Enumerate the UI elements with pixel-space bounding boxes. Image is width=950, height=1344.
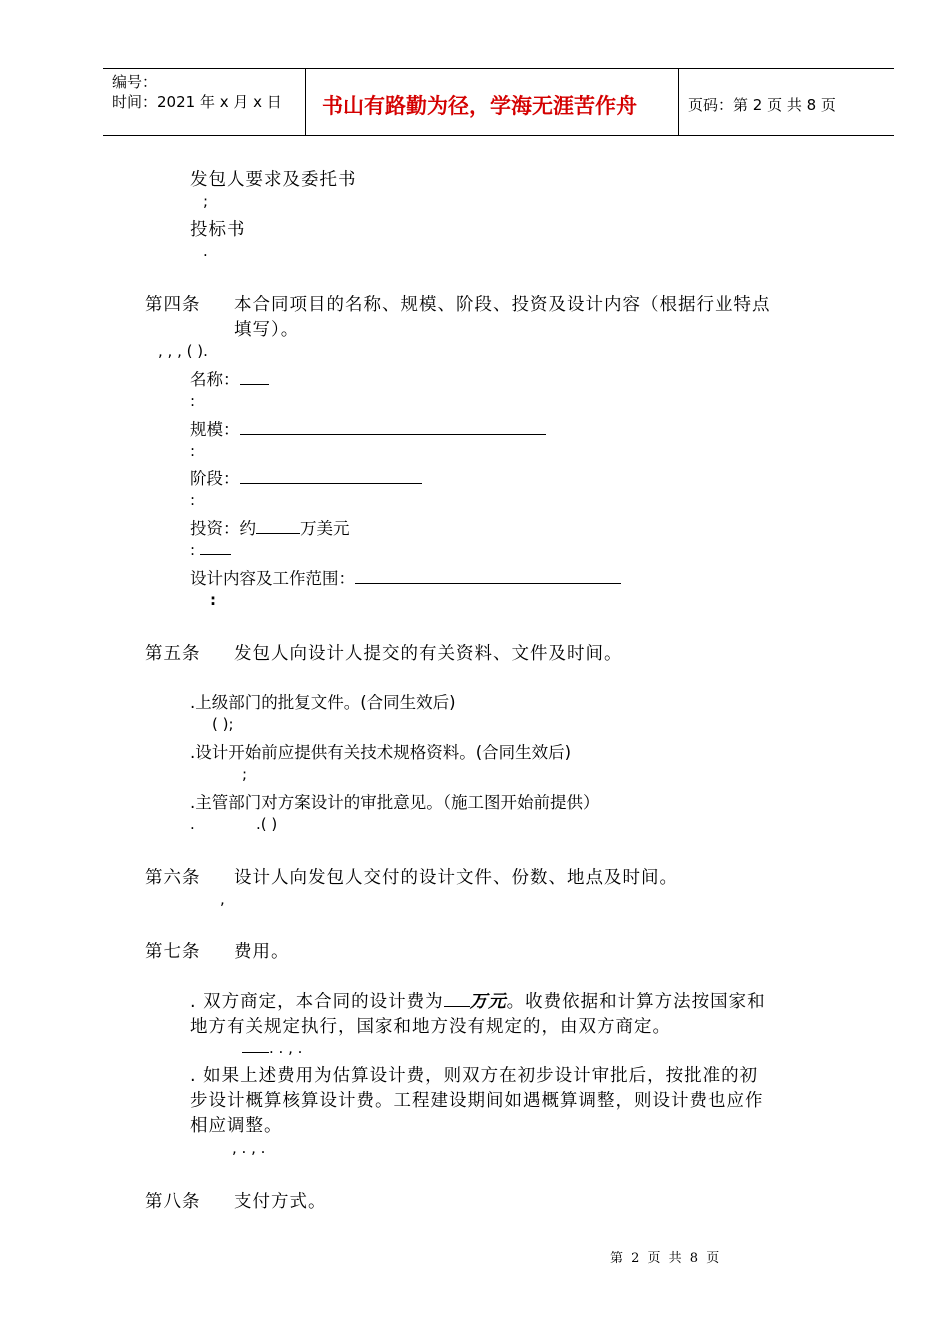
header-motto: 书山有路勤为径，学海无涯苦作舟 (322, 93, 637, 118)
name-field (190, 366, 269, 390)
article-7-para-1-c: 。收费依据和计算方法按国家和 (506, 992, 766, 1012)
article-4-label: 第四条 (145, 295, 201, 315)
scale-label: 规模： (190, 420, 240, 439)
header-bottom-rule (103, 135, 894, 136)
article-7-para-2-line-1: . 如果上述费用为估算设计费，则双方在初步设计审批后，按批准的初 (190, 1066, 759, 1086)
article-7-marks-2: , . , . (232, 1139, 266, 1157)
line-requirements: 发包人要求及委托书 (190, 170, 357, 190)
article-5-item-3-mark-b: .( ) (256, 815, 278, 833)
article-5-item-3-mark-a: . (190, 815, 195, 833)
article-8-label: 第八条 (145, 1192, 201, 1212)
header-number-label: 编号： (112, 73, 158, 91)
article-7-para-2-line-2: 步设计概算核算设计费。工程建设期间如遇概算调整，则设计费也应作 (190, 1091, 764, 1111)
article-5-item-1: .上级部门的批复文件。(合同生效后) (190, 693, 456, 712)
investment-suffix: 万美元 (300, 519, 350, 538)
investment-field (190, 515, 350, 539)
scope-label: 设计内容及工作范围： (190, 569, 355, 588)
header-divider-right (678, 68, 679, 136)
article-7-para-2-line-3: 相应调整。 (190, 1116, 283, 1136)
article-8-text: 支付方式。 (234, 1192, 327, 1212)
article-6-mark: , (220, 890, 225, 908)
article-4-marks: , , , ( ). (158, 342, 208, 360)
header-time-label: 时间：2021 年 x 月 x 日 (112, 93, 282, 111)
colon-3: : (190, 491, 196, 509)
article-7-para-1-line-2: 地方有关规定执行，国家和地方没有规定的，由双方商定。 (190, 1017, 671, 1037)
article-5-item-2: .设计开始前应提供有关技术规格资料。(合同生效后) (190, 743, 572, 762)
line-requirements-mark: ; (203, 192, 209, 210)
scope-field (190, 565, 621, 589)
article-7-marks-1 (242, 1039, 302, 1057)
line-tender: 投标书 (190, 220, 246, 240)
article-5-item-3: .主管部门对方案设计的审批意见。（施工图开始前提供） (190, 793, 600, 812)
name-blank (240, 368, 269, 385)
colon-4 (190, 541, 231, 559)
article-5-item-1-mark: ( ); (212, 715, 234, 733)
stage-blank (240, 467, 422, 484)
investment-prefix: 投资：约 (190, 519, 256, 538)
header-page-code: 页码：第 2 页 共 8 页 (688, 96, 836, 114)
fee-blank (444, 990, 470, 1007)
colon-4-blank (200, 542, 231, 555)
article-6-label: 第六条 (145, 868, 201, 888)
article-4-text: 本合同项目的名称、规模、阶段、投资及设计内容（根据行业特点 (234, 295, 771, 315)
colon-1: : (190, 392, 196, 410)
line-tender-mark: . (203, 242, 208, 260)
colon-5: : (210, 591, 216, 609)
header-divider-left (305, 68, 306, 136)
article-7-label: 第七条 (145, 942, 201, 962)
scale-blank (240, 418, 546, 435)
investment-blank (256, 517, 300, 534)
colon-4-text: : (190, 541, 196, 559)
article-5-text: 发包人向设计人提交的有关资料、文件及时间。 (234, 644, 623, 664)
stage-field (190, 465, 422, 489)
name-label: 名称： (190, 370, 240, 389)
article-6-text: 设计人向发包人交付的设计文件、份数、地点及时间。 (234, 868, 678, 888)
scale-field (190, 416, 546, 440)
article-4-text-cont: 填写）。 (234, 320, 300, 340)
footer-page-number: 第 2 页 共 8 页 (610, 1251, 722, 1266)
article-7-para-1-a: . 双方商定，本合同的设计费为 (190, 992, 444, 1012)
article-5-item-2-mark: ; (242, 765, 248, 783)
article-7-text: 费用。 (234, 942, 290, 962)
colon-2: : (190, 442, 196, 460)
article-7-marks-1-blank (242, 1040, 269, 1053)
stage-label: 阶段： (190, 469, 240, 488)
article-5-label: 第五条 (145, 644, 201, 664)
article-7-para-1 (190, 988, 766, 1013)
header-top-rule (103, 68, 894, 69)
scope-blank (355, 567, 621, 584)
article-7-marks-1-text: . . , . (269, 1039, 303, 1057)
article-7-para-1-unit: 万元 (469, 992, 507, 1012)
